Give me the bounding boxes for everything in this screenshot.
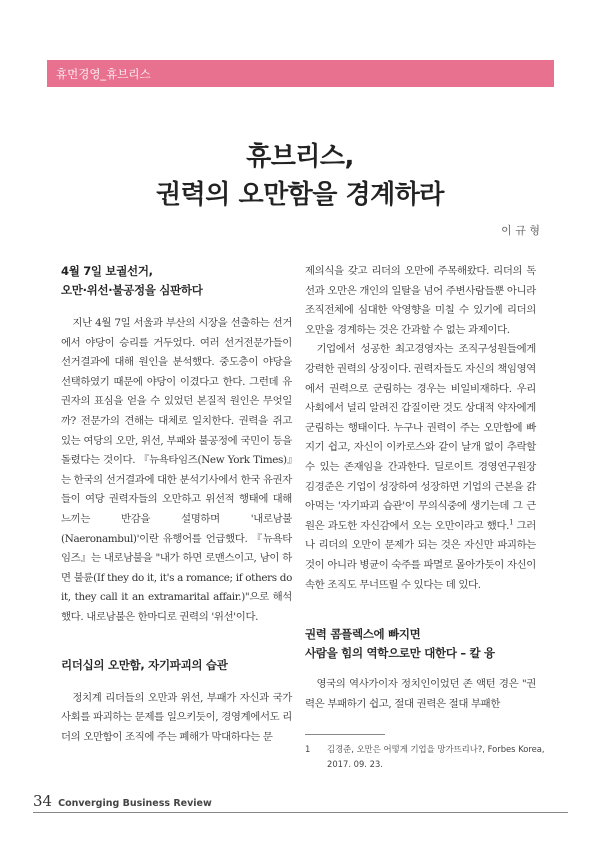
journal-name: Converging Business Review — [58, 798, 212, 809]
author-name: 이 규 형 — [501, 224, 540, 237]
section-header-band — [47, 60, 554, 87]
footer-divider — [33, 812, 568, 813]
right-column — [305, 262, 536, 714]
paragraph-election: 지난 4월 7일 서울과 부산의 시장을 선출하는 선거에서 야당이 승리를 거두었다. 여러 선거전문가들이 선거결과에 대해 원인을 분석했다. 중도층이 야당을 선택하였기 때문에 야당이 이겼다고 한다. 그런데 유권자의 표심을 얻을 수 있었던 본질적 원인은 무엇일까? 전문가의 견해는 대체로 일치한다. 권력을 쥐고 있는 여당의 오만, 위선, 부패와 불공정에 국민이 등을 돌렸다는 것이다. 『뉴욕타임즈(New York Times)』는 한국의 선거결과에 대한 분석기사에서 한국 유권자들이 여당 권력자들의 오만하고 위선적 행태에 대해 느끼는 반감을 설명하며 '내로남불(Naeronambul)'이란 유행어를 언급했다. 『뉴욕타임즈』는 내로남불을 "내가 하면 로맨스이고, 남이 하면 불륜(If they do it, it's a romance; if others do it, they call it an extramarital affair.)"으로 해석했다. 내로남불은 한마디로 권력의 '위선'이다. — [61, 317, 292, 623]
paragraph-leadership: 정치계 리더들의 오만과 위선, 부패가 자신과 국가사회를 파괴하는 문제를 일으키듯이, 경영계에서도 리더의 오만함이 조직에 주는 폐해가 막대하다는 문 — [61, 691, 292, 743]
paragraph-ceo-text2: 그러나 리더의 오만이 문제가 되는 것은 자신만 파괴하는 것이 아니라 병균이 숙주를 파멸로 몰아가듯이 자신이 속한 조직도 무너뜨릴 수 있다는 데 있다. — [305, 519, 536, 591]
subheading-power-complex — [305, 625, 536, 663]
left-column — [61, 262, 292, 747]
subheading-power-line1: 권력 콤플렉스에 빠지면 — [305, 627, 421, 642]
paragraph-continued: 제의식을 갖고 리더의 오만에 주목해왔다. 리더의 독선과 오만은 개인의 일탈을 넘어 주변사람들뿐 아니라 조직전체에 심대한 악영향을 미칠 수 있기에 리더의 오만을 경계하는 것은 간과할 수 없는 과제이다. — [305, 265, 536, 336]
page-number: 34 — [33, 792, 53, 810]
subheading-election-line1: 4월 7일 보궐선거, — [61, 264, 153, 278]
paragraph-acton: 영국의 역사가이자 정치인이었던 존 액턴 경은 "권력은 부패하기 쉽고, 절대 권력은 절대 부패한 — [305, 678, 536, 710]
footnote-text: 김경준, 오만은 어떻게 기업을 망가뜨리나?, Forbes Korea, 2017. 09. 23. — [327, 744, 545, 769]
page-footer — [33, 792, 212, 814]
subheading-election — [61, 262, 292, 300]
article-title-line2: 권력의 오만함을 경계하라 — [156, 180, 444, 210]
footnote-marker: 1 — [509, 518, 514, 527]
article-title-line1: 휴브리스, — [246, 142, 354, 172]
subheading-power-line2: 사람을 힘의 역학으로만 대한다 – 칼 융 — [305, 646, 495, 661]
footnote-number: 1 — [305, 744, 311, 754]
paragraph-ceo-text1: 기업에서 성공한 최고경영자는 조직구성원들에게 강력한 권력의 상징이다. 권력자들도 자신의 책임영역에서 권력으로 군림하는 경우는 비일비재하다. 우리 사회에서 널리 알려진 갑질이란 것도 상대적 약자에게 군림하는 행태이다. 누구나 권력이 주는 오만함에 빠지기 쉽고, 자신이 이카로스와 같이 날개 없이 추락할 수 있는 존재임을 간과한다. 딜로이트 경영연구원장 김경준은 기업이 성장하여 성장하면 기업의 근본을 갉아먹는 '자기파괴 습관'이 무의식중에 생기는데 그 근원은 과도한 자신감에서 오는 오만이라고 했다. — [305, 343, 536, 532]
subheading-leadership: 리더십의 오만함, 자기파괴의 습관 — [61, 657, 228, 672]
footnote — [305, 742, 545, 772]
section-label: 휴먼경영_휴브리스 — [56, 67, 151, 81]
subheading-election-line2: 오만·위선·불공정을 심판하다 — [61, 283, 203, 297]
paragraph-ceo — [305, 340, 536, 595]
footnote-divider — [305, 734, 385, 735]
